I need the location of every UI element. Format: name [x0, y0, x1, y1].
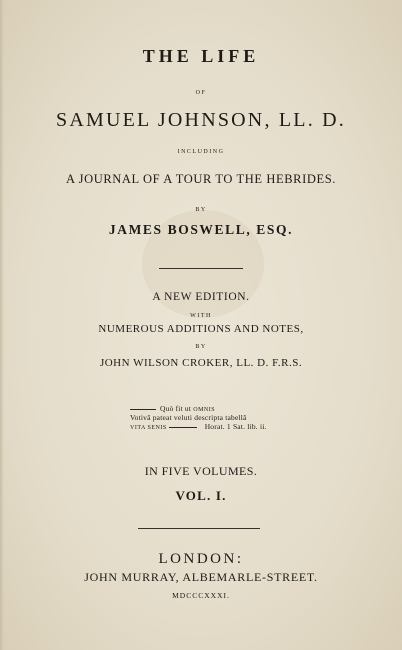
- epigraph-line-1-text: Quò fit ut: [160, 404, 194, 413]
- word-including: INCLUDING: [177, 149, 225, 155]
- journal-title: A JOURNAL OF A TOUR TO THE HEBRIDES.: [65, 172, 337, 186]
- imprint-place: LONDON:: [158, 551, 244, 567]
- epigraph-line-1-smallcaps: OMNIS: [193, 407, 216, 413]
- word-by-author: BY: [195, 207, 207, 213]
- divider-rule: [159, 268, 243, 269]
- epigraph-line-2: Votivâ pateat veluti descripta tabellâ: [130, 413, 247, 422]
- volume-number: VOL. I.: [175, 488, 227, 503]
- word-with: WITH: [190, 313, 212, 319]
- imprint-publisher: JOHN MURRAY, ALBEMARLE-STREET.: [84, 570, 318, 584]
- epigraph-line-3-smallcaps: VITA SENIS: [130, 425, 167, 431]
- editor-name: JOHN WILSON CROKER, LL. D. F.R.S.: [99, 357, 303, 369]
- volume-count: IN FIVE VOLUMES.: [144, 464, 258, 478]
- heading-the-life: THE LIFE: [142, 46, 260, 66]
- divider-rule: [138, 528, 260, 529]
- epigraph-dash: [130, 409, 156, 410]
- imprint-year: MDCCCXXXI.: [172, 591, 230, 600]
- author-name: JAMES BOSWELL, ESQ.: [108, 222, 294, 237]
- word-by-editor: BY: [195, 344, 207, 350]
- epigraph-line-3: [130, 422, 267, 433]
- additions-statement: NUMEROUS ADDITIONS AND NOTES,: [98, 323, 304, 335]
- subject-name: SAMUEL JOHNSON, LL. D.: [56, 109, 346, 131]
- edition-statement: A NEW EDITION.: [152, 291, 250, 303]
- word-of: OF: [195, 90, 207, 96]
- epigraph-citation: Horat. 1 Sat. lib. ii.: [204, 422, 267, 431]
- epigraph-dash: [169, 427, 197, 428]
